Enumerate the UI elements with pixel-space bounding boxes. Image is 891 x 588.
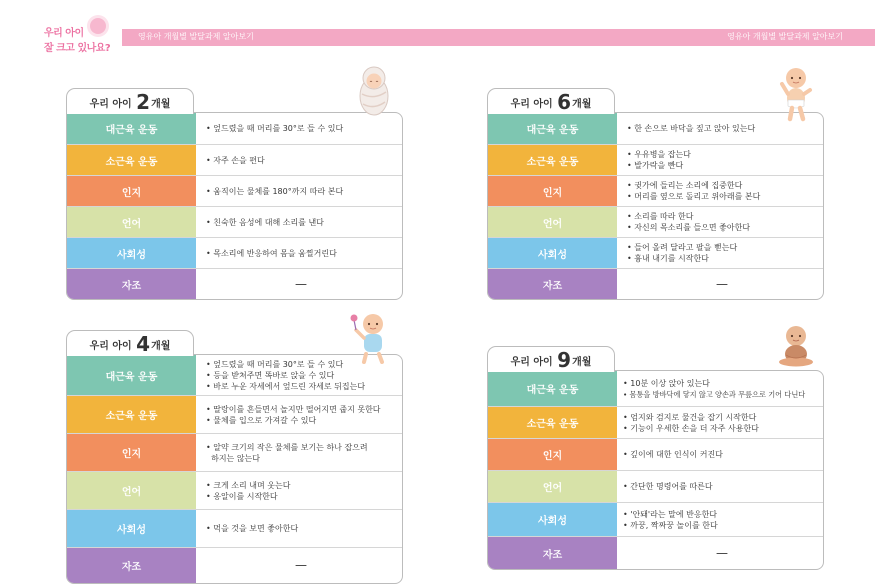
item: • 엎드렸을 때 머리를 30°로 들 수 있다 xyxy=(206,124,344,133)
item: • 바로 누운 자세에서 엎드린 자세로 뒤집는다 xyxy=(206,381,366,391)
category-label: 사회성 xyxy=(67,510,196,547)
sitting-baby-illustration xyxy=(776,325,816,367)
item: • 머리를 옆으로 돌리고 위아래를 본다 xyxy=(627,192,761,201)
item: • 까꿍, 짝짜꿍 놀이를 한다 xyxy=(623,520,718,530)
category-label: 소근육 운동 xyxy=(67,396,196,433)
row-language xyxy=(67,206,402,237)
item: 하지는 않는다 xyxy=(211,453,261,463)
row-social xyxy=(488,502,823,536)
category-label: 대근육 운동 xyxy=(67,113,196,144)
sun-icon xyxy=(90,18,106,34)
item: • '안돼'라는 말에 반응한다 xyxy=(623,509,718,519)
item: • 몸통을 방바닥에 닿지 않고 양손과 무릎으로 기어 다닌다 xyxy=(623,389,806,399)
item: • 등을 받쳐주면 똑바로 앉을 수 있다 xyxy=(206,370,335,380)
month-number: 6 xyxy=(557,90,572,114)
page-logo xyxy=(28,18,118,64)
row-fine-motor xyxy=(488,144,823,175)
logo-line-2: 잘 크고 있나요? xyxy=(44,43,111,54)
row-cognition xyxy=(67,433,402,471)
item: • 흉내 내기를 시작한다 xyxy=(627,254,709,263)
development-table xyxy=(487,370,824,570)
row-cognition xyxy=(67,175,402,206)
empty-dash: — xyxy=(295,276,307,291)
item: • 크게 소리 내며 웃는다 xyxy=(206,480,291,490)
category-label: 소근육 운동 xyxy=(488,407,617,438)
category-label: 언어 xyxy=(488,471,617,502)
row-fine-motor xyxy=(488,406,823,438)
row-social xyxy=(67,237,402,268)
card-tab: 우리 아이 6개월 xyxy=(487,88,615,114)
month-number: 4 xyxy=(136,332,151,356)
banner-title-left: 영유아 개월별 발달과제 알아보기 xyxy=(138,32,254,41)
item: • 발가락을 빤다 xyxy=(627,161,684,170)
card-tab: 우리 아이 4개월 xyxy=(66,330,194,356)
row-self-help xyxy=(488,536,823,569)
row-language xyxy=(67,471,402,509)
empty-dash: — xyxy=(716,545,728,560)
category-label: 자조 xyxy=(67,548,196,583)
item: • 기능이 우세한 손을 더 자주 사용한다 xyxy=(623,423,759,433)
row-social xyxy=(488,237,823,268)
item: • 자주 손을 편다 xyxy=(206,155,265,165)
row-social xyxy=(67,509,402,547)
month-number: 2 xyxy=(136,90,151,114)
item: • 우유병을 잡는다 xyxy=(627,150,691,159)
item: • 목소리에 반응하여 몸을 움찔거린다 xyxy=(206,248,337,258)
category-label: 언어 xyxy=(67,472,196,509)
month-number: 9 xyxy=(557,348,572,372)
category-label: 대근육 운동 xyxy=(67,355,196,395)
waving-baby-illustration xyxy=(779,66,813,122)
category-label: 사회성 xyxy=(488,503,617,536)
category-label: 자조 xyxy=(488,537,617,569)
empty-dash: — xyxy=(716,276,728,291)
item: • 옹알이를 시작한다 xyxy=(206,491,278,501)
header-banner xyxy=(122,29,875,46)
category-label: 언어 xyxy=(488,207,617,237)
development-table xyxy=(487,112,824,300)
category-label: 인지 xyxy=(488,439,617,470)
item: • 딸랑이를 흔들면서 놀지만 떨어지면 줍지 못한다 xyxy=(206,404,381,414)
category-label: 소근육 운동 xyxy=(488,145,617,175)
item: • 소리를 따라 한다 xyxy=(627,212,694,221)
card-tab: 우리 아이 9개월 xyxy=(487,346,615,372)
item: • 자신의 목소리를 들으면 좋아한다 xyxy=(627,223,751,232)
item: • 깊이에 대한 인식이 커진다 xyxy=(623,450,723,459)
category-label: 대근육 운동 xyxy=(488,113,617,144)
category-label: 자조 xyxy=(488,269,617,299)
category-label: 대근육 운동 xyxy=(488,371,617,406)
development-table xyxy=(66,112,403,300)
item: • 먹을 것을 보면 좋아한다 xyxy=(206,524,299,533)
item: • 들어 올려 달라고 팔을 뻗는다 xyxy=(627,243,738,252)
rattle-baby-illustration xyxy=(350,310,392,364)
category-label: 소근육 운동 xyxy=(67,145,196,175)
category-label: 사회성 xyxy=(67,238,196,268)
item: • 알약 크기의 작은 물체를 보기는 하나 잡으려 xyxy=(206,442,368,452)
item: • 엎드렸을 때 머리를 30°로 들 수 있다 xyxy=(206,359,344,369)
empty-dash: — xyxy=(295,558,307,572)
row-self-help xyxy=(67,547,402,583)
row-gross-motor xyxy=(488,371,823,406)
row-fine-motor xyxy=(67,144,402,175)
category-label: 인지 xyxy=(67,176,196,206)
item: • 간단한 명령어를 따른다 xyxy=(623,482,713,491)
category-label: 언어 xyxy=(67,207,196,237)
item: • 움직이는 물체를 180°까지 따라 본다 xyxy=(206,186,344,196)
category-label: 인지 xyxy=(67,434,196,471)
item: • 물체를 입으로 가져갈 수 있다 xyxy=(206,415,317,425)
development-table xyxy=(66,354,403,584)
logo-line-1: 우리 아이 xyxy=(44,28,84,39)
banner-title-right: 영유아 개월별 발달과제 알아보기 xyxy=(727,32,843,41)
row-self-help xyxy=(488,268,823,299)
swaddled-baby-illustration xyxy=(354,64,394,116)
item: • 한 손으로 바닥을 짚고 앉아 있는다 xyxy=(627,124,756,133)
row-fine-motor xyxy=(67,395,402,433)
row-language xyxy=(488,470,823,502)
category-label: 사회성 xyxy=(488,238,617,268)
item: • 귓가에 들리는 소리에 집중한다 xyxy=(627,181,743,190)
category-label: 자조 xyxy=(67,269,196,299)
category-label: 인지 xyxy=(488,176,617,206)
row-cognition xyxy=(488,175,823,206)
row-gross-motor xyxy=(488,113,823,144)
row-self-help xyxy=(67,268,402,299)
item: • 10분 이상 앉아 있는다 xyxy=(623,378,710,388)
row-cognition xyxy=(488,438,823,470)
item: • 친숙한 음성에 대해 소리를 낸다 xyxy=(206,217,324,227)
row-gross-motor xyxy=(67,113,402,144)
card-tab: 우리 아이 2개월 xyxy=(66,88,194,114)
row-language xyxy=(488,206,823,237)
item: • 엄지와 검지로 물건을 잡기 시작한다 xyxy=(623,412,757,422)
